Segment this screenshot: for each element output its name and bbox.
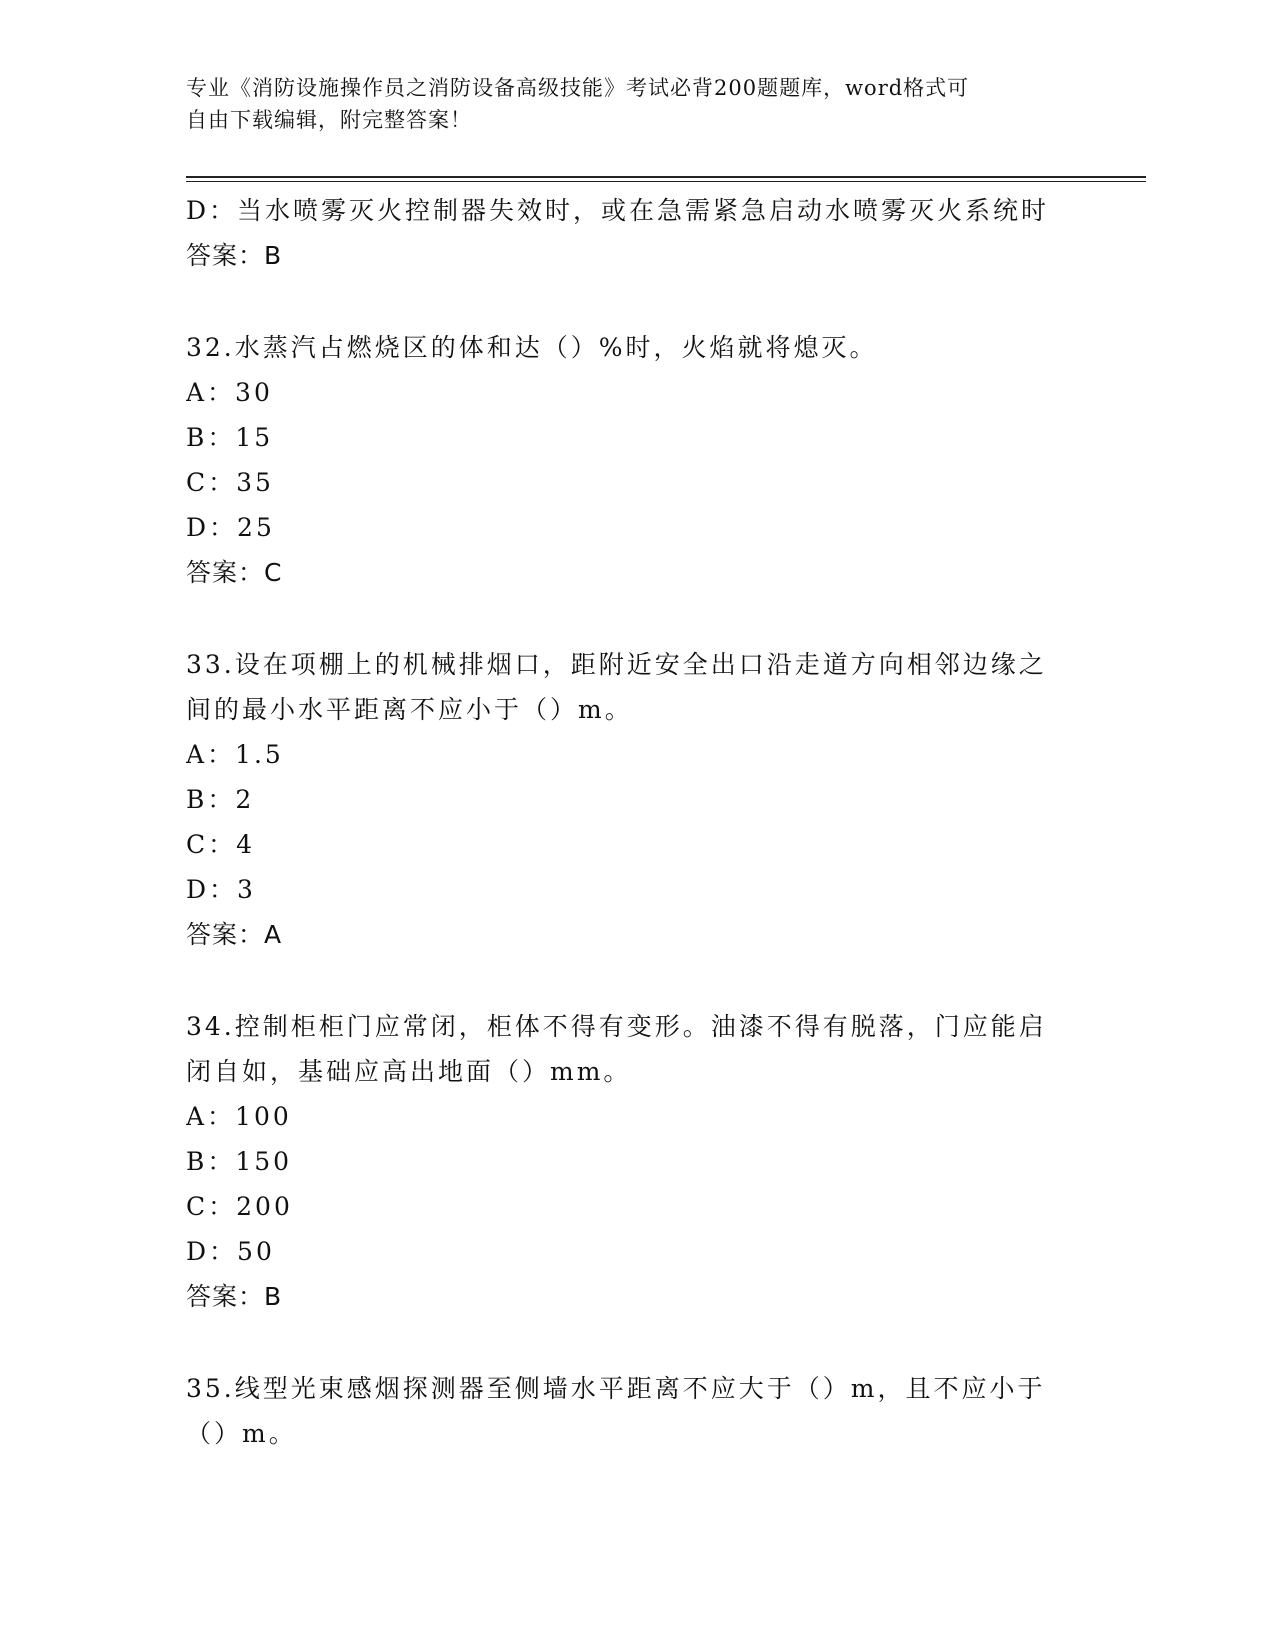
question-33: [186, 642, 1086, 957]
question-text: 33.设在项棚上的机械排烟口，距附近安全出口沿走道方向相邻边缘之: [186, 650, 1047, 679]
option-b: B：150: [186, 1147, 293, 1176]
question-text-cont: 闭自如，基础应高出地面（）mm。: [186, 1057, 632, 1086]
answer: 答案：A: [186, 920, 283, 949]
header-title-line-1: 专业《消防设施操作员之消防设备高级技能》考试必背200题题库，word格式可: [186, 76, 970, 100]
option-a: A：1.5: [186, 740, 284, 769]
option-c: C：200: [186, 1192, 293, 1221]
header-rule-thick: [186, 176, 1146, 178]
option-c: C：4: [186, 830, 256, 859]
option-a: A：30: [186, 378, 273, 407]
option-c: C：35: [186, 468, 274, 497]
option-d: D：25: [186, 513, 275, 542]
option-d: D：50: [186, 1237, 275, 1266]
answer: 答案：C: [186, 558, 283, 587]
question-text: 35.线型光束感烟探测器至侧墙水平距离不应大于（）m，且不应小于: [186, 1374, 1046, 1403]
option-b: B：15: [186, 423, 274, 452]
option-d: D：当水喷雾灭火控制器失效时，或在急需紧急启动水喷雾灭火系统时: [186, 196, 1050, 225]
option-b: B：2: [186, 785, 255, 814]
question-text-cont: 间的最小水平距离不应小于（）m。: [186, 695, 633, 724]
answer: 答案：B: [186, 241, 283, 270]
question-32: [186, 325, 1086, 595]
question-text: 34.控制柜柜门应常闭，柜体不得有变形。油漆不得有脱落，门应能启: [186, 1012, 1047, 1041]
option-d: D：3: [186, 875, 256, 904]
document-header: [186, 72, 1066, 136]
question-text-cont: （）m。: [186, 1419, 297, 1448]
question-text: 32.水蒸汽占燃烧区的体和达（）%时，火焰就将熄灭。: [186, 333, 878, 362]
question-34: [186, 1004, 1086, 1319]
answer: 答案：B: [186, 1282, 283, 1311]
option-a: A：100: [186, 1102, 292, 1131]
document-body: [186, 188, 1086, 1456]
header-rule-thin: [186, 181, 1146, 182]
question-35: [186, 1366, 1086, 1456]
header-title-line-2: 自由下载编辑，附完整答案！: [186, 108, 472, 132]
